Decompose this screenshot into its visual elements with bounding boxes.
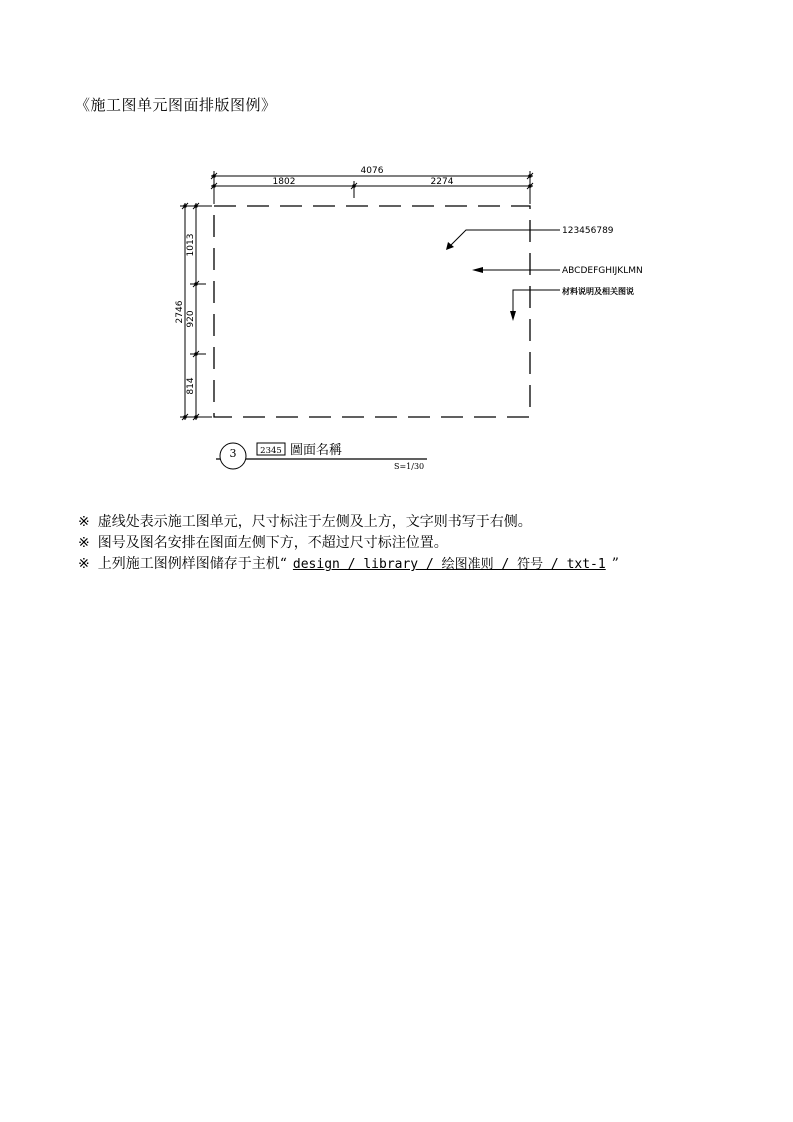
note-1 xyxy=(78,512,619,533)
dim-left-middle: 920 xyxy=(186,310,196,328)
note-1-text: 虚线处表示施工图单元，尺寸标注于左侧及上方，文字则书写于右侧。 xyxy=(97,514,532,530)
dim-left-total: 2746 xyxy=(175,300,185,324)
note-2 xyxy=(78,533,619,554)
title-index: 3 xyxy=(229,447,237,460)
label-letters: ABCDEFGHIJKLMN xyxy=(562,266,643,276)
note-3-prefix: 上列施工图例样图储存于主机“ xyxy=(97,556,287,572)
dim-left-bottom: 814 xyxy=(186,377,196,395)
dim-top-right: 2274 xyxy=(430,177,454,187)
dim-top-left: 1802 xyxy=(272,177,296,187)
note-3-suffix: ” xyxy=(611,556,619,572)
drawing-scale: S=1/30 xyxy=(394,462,425,471)
dashed-frame xyxy=(214,206,530,417)
dim-top-total: 4076 xyxy=(360,166,384,176)
note-mark: ※ xyxy=(78,535,90,551)
note-mark: ※ xyxy=(78,514,90,530)
drawing-name: 圖面名稱 xyxy=(290,443,343,458)
leader-arrow-2 xyxy=(472,267,560,273)
library-path: design / library / 绘图准则 / 符号 / txt-1 xyxy=(292,557,606,572)
note-mark: ※ xyxy=(78,556,90,572)
dim-left-top: 1013 xyxy=(186,233,196,257)
sheet-number: 2345 xyxy=(260,446,282,456)
note-2-text: 图号及图名安排在图面左侧下方，不超过尺寸标注位置。 xyxy=(97,535,448,551)
label-material: 材料说明及相关图说 xyxy=(562,287,634,296)
label-numbers: 123456789 xyxy=(562,226,614,236)
document-title: 《施工图单元图面排版图例》 xyxy=(75,96,277,114)
leader-arrow-3 xyxy=(510,290,560,321)
notes xyxy=(78,512,619,575)
note-3 xyxy=(78,554,619,575)
leader-arrow-1 xyxy=(446,230,560,250)
